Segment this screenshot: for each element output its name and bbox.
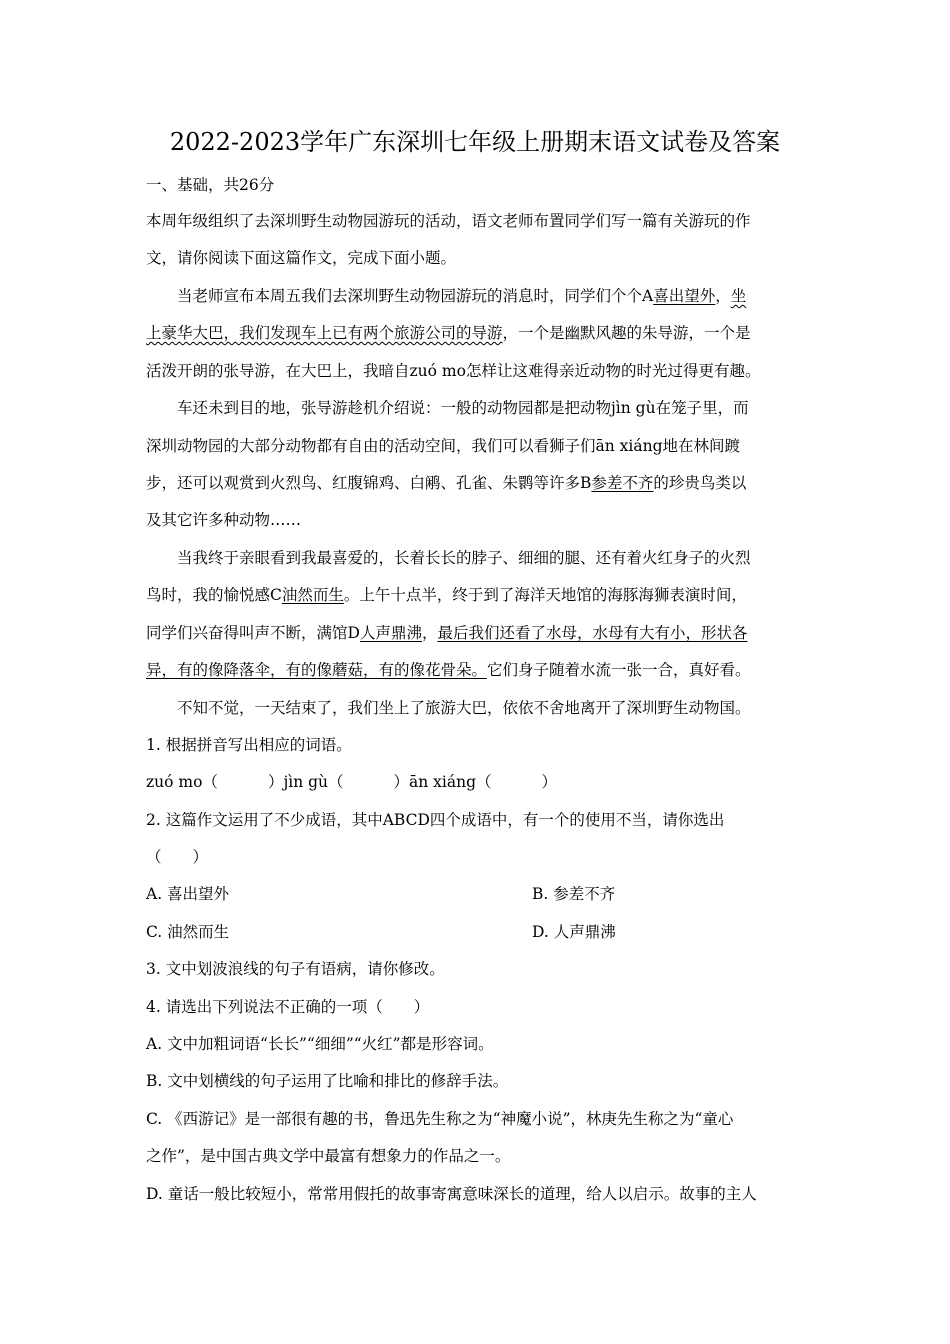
question-2-line-1: 2. 这篇作文运用了不少成语，其中ABCD四个成语中，有一个的使用不当，请你选出	[146, 811, 725, 829]
text-run: 鸟时，我的愉悦感C	[146, 586, 282, 604]
section-heading: 一、基础，共26分	[146, 176, 275, 194]
idiom-a: 喜出望外	[653, 287, 716, 305]
idiom-b: 参差不齐	[591, 474, 654, 492]
question-4-option-c-line-2: 之作”，是中国古典文学中最富有想象力的作品之一。	[146, 1147, 511, 1165]
text-run: ，	[421, 624, 438, 642]
underlined-sentence: 最后我们还看了水母，水母有大有小，形状各	[437, 624, 748, 642]
essay-paragraph-1-line-1	[177, 285, 746, 307]
idiom-c: 油然而生	[281, 586, 344, 604]
essay-paragraph-3-line-4	[146, 659, 751, 681]
essay-paragraph-1-line-3: 活泼开朗的张导游，在大巴上，我暗自zuó mo怎样让这难得亲近动物的时光过得更有趣。	[146, 362, 761, 380]
blank-label: ）	[541, 773, 558, 791]
question-4-option-d-line-1[interactable]: D. 童话一般比较短小，常常用假托的故事寄寓意味深长的道理，给人以启示。故事的主人	[146, 1185, 757, 1203]
text-run: 当老师宣布本周五我们去深圳野生动物园游玩的消息时，同学们个个A	[177, 287, 654, 305]
question-4: 4. 请选出下列说法不正确的一项（ ）	[146, 998, 430, 1016]
blank-label: zuó mo（	[146, 773, 218, 791]
essay-paragraph-2-line-2: 深圳动物园的大部分动物都有自由的活动空间，我们可以看狮子们ān xiáng地在林间踱	[146, 437, 740, 455]
text-run: ，一个是幽默风趣的朱导游，一个是	[502, 324, 751, 342]
option-a[interactable]: A. 喜出望外	[146, 885, 230, 903]
text-run: 的珍贵鸟类以	[653, 474, 747, 492]
wavy-sentence-start: 坐	[730, 287, 747, 305]
option-c[interactable]: C. 油然而生	[146, 923, 230, 941]
text-run: 步，还可以观赏到火烈鸟、红腹锦鸡、白鹇、孔雀、朱鹮等许多B	[146, 474, 592, 492]
essay-paragraph-3-line-1: 当我终于亲眼看到我最喜爱的，长着长长的脖子、细细的腿、还有着火红身子的火烈	[177, 549, 751, 567]
intro-line-2: 文，请你阅读下面这篇作文，完成下面小题。	[146, 249, 457, 267]
option-d[interactable]: D. 人声鼎沸	[532, 923, 616, 941]
text-run: ，	[715, 287, 731, 305]
essay-paragraph-2-line-1: 车还未到目的地，张导游趁机介绍说：一般的动物园都是把动物jìn gù在笼子里，而	[177, 399, 749, 417]
question-1: 1. 根据拼音写出相应的词语。	[146, 736, 352, 754]
question-3: 3. 文中划波浪线的句子有语病，请你修改。	[146, 960, 445, 978]
text-run: 它们身子随着水流一张一合，真好看。	[487, 661, 751, 679]
document-title: 2022-2023学年广东深圳七年级上册期末语文试卷及答案	[169, 128, 781, 156]
question-4-option-b[interactable]: B. 文中划横线的句子运用了比喻和排比的修辞手法。	[146, 1072, 509, 1090]
essay-paragraph-3-line-3	[146, 622, 747, 644]
question-1-fill-blanks	[146, 771, 557, 793]
underlined-sentence-end: 异，有的像降落伞，有的像蘑菇，有的像花骨朵。	[146, 661, 488, 679]
essay-paragraph-1-line-2	[146, 322, 751, 344]
essay-paragraph-4-line-1: 不知不觉，一天结束了，我们坐上了旅游大巴，依依不舍地离开了深圳野生动物国。	[177, 699, 751, 717]
question-4-option-c-line-1[interactable]: C. 《西游记》是一部很有趣的书，鲁迅先生称之为“神魔小说”，林庚先生称之为“童心	[146, 1110, 734, 1128]
idiom-d: 人声鼎沸	[359, 624, 422, 642]
essay-paragraph-2-line-4: 及其它许多种动物……	[146, 511, 302, 529]
question-4-option-a[interactable]: A. 文中加粗词语“长长”“细细”“火红”都是形容词。	[146, 1035, 494, 1053]
question-2-answer-bracket: （ ）	[146, 848, 209, 866]
essay-paragraph-2-line-3	[146, 472, 746, 494]
intro-line-1: 本周年级组织了去深圳野生动物园游玩的活动，语文老师布置同学们写一篇有关游玩的作	[146, 212, 751, 230]
blank-label: ）ān xiáng（	[393, 773, 492, 791]
blank-label: ）jìn gù（	[267, 773, 344, 791]
wavy-underlined-sentence: 上豪华大巴，我们发现车上已有两个旅游公司的导游	[146, 324, 503, 342]
option-b[interactable]: B. 参差不齐	[532, 885, 616, 903]
essay-paragraph-3-line-2	[146, 584, 747, 606]
text-run: 。上午十点半，终于到了海洋天地馆的海豚海狮表演时间，	[343, 586, 747, 604]
text-run: 同学们兴奋得叫声不断，满馆D	[146, 624, 360, 642]
